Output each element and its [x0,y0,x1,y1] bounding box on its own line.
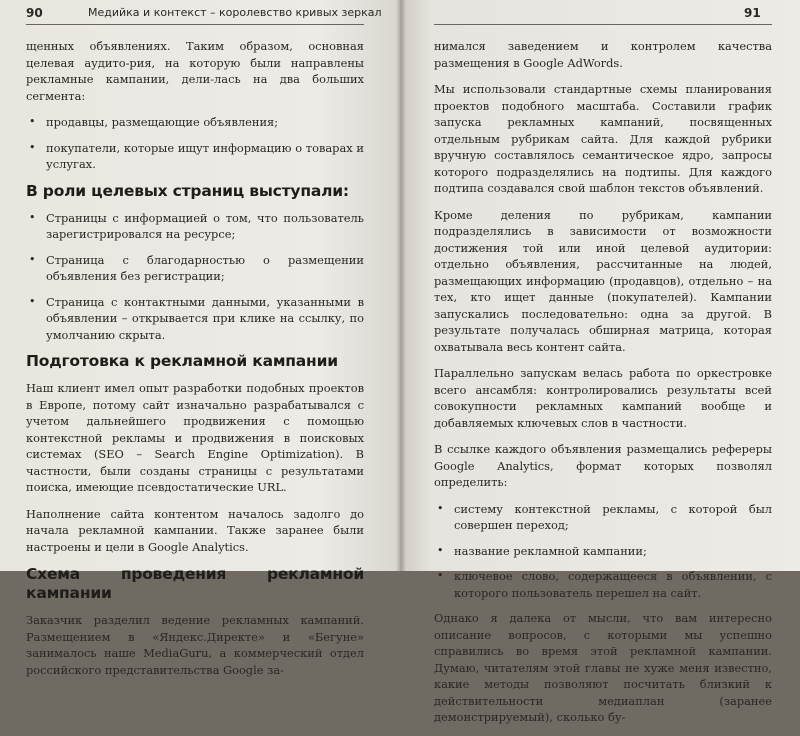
segments-list [26,114,364,173]
bullet-icon: • [437,543,444,557]
landing-list [26,210,364,344]
left-page [0,0,400,677]
list-item: • покупатели, которые ищут информацию о товарах и услугах. [29,140,364,171]
prep-paragraph-2: Наполнение сайта контентом началось задолго до начала рекламной кампании. Также заранее были настроены и цели в Google Analytics. [26,506,364,554]
referrers-list [434,501,772,602]
list-item: • систему контекстной рекламы, с которой был совершен переход; [437,501,772,532]
prep-paragraph-1: Наш клиент имел опыт разработки подобных проектов в Европе, потому сайт изначально разрабатывался с учетом дальнейшего продвижения с помощью контекстной рекламы и продвижения в поисковых системах (SEO – Search Engine Optimization). В частности, были созданы страницы с результатами поиска, имеющие псевдостатические URL. [26,381,364,494]
bullet-icon: • [29,210,36,224]
paragraph-2: Мы использовали стандартные схемы планирования проектов подобного масштаба. Составили график запуска рекламных кампаний, посвященных отдельным рубрикам сайта. Для каждой рубрики вручную составлялось семантическое ядро, запросы которого подразделялись на подтипы. Для каждого подтипа создавался свой шаблон текстов объявлений. [434,82,772,195]
right-page-body [434,38,772,736]
left-page-number: 90 [26,6,43,20]
list-item: • ключевое слово, содержащееся в объявлении, с которого пользователь перешел на сайт. [437,569,772,600]
bullet-icon: • [29,115,36,128]
right-page [400,0,800,724]
header-rule [434,24,772,25]
bullet-icon: • [437,569,444,582]
bullet-icon: • [29,294,36,308]
paragraph-1: нимался заведением и контролем качества размещения в Google AdWords. [434,39,772,70]
paragraph-4: Параллельно запускам велась работа по оркестровке всего ансамбля: контролировались результаты всей совокупности рекламных кампаний вообще и добавляемых ключевых слов в частности. [434,366,772,430]
section-heading-scheme: Схема проведения рекламной кампании [26,565,364,602]
header-rule [26,24,364,25]
list-item: • Страница с контактными данными, указанными в объявлении – открывается при клике на ссылку, по умолчанию скрыта. [29,294,364,342]
bullet-icon: • [29,252,36,266]
bullet-icon: • [29,140,36,154]
intro-paragraph: щенных объявлениях. Таким образом, основная целевая аудито-рия, на которую были направлены рекламные кампании, дели-лась на два больших сегмента: [26,39,364,103]
right-page-number: 91 [744,6,761,20]
section-heading-prep: Подготовка к рекламной кампании [26,352,338,370]
list-item: • название рекламной кампании; [437,543,647,558]
paragraph-5: В ссылке каждого объявления размещались рефереры Google Analytics, формат которых позволял определить: [434,442,772,489]
left-page-body [26,38,364,688]
paragraph-6: Однако я далека от мысли, что вам интересно описание вопросов, с которыми мы успешно справились во время этой рекламной кампании. Думаю, читателям этой главы не хуже меня известно, какие методы позволяют посчитать близкий к действительности медиаплан (заранее демонстрируемый), сколько бу- [434,611,772,724]
section-heading-landing: В роли целевых страниц выступали: [26,181,349,200]
book-gutter [396,0,406,571]
bullet-icon: • [437,501,444,515]
list-item: • Страницы с информацией о том, что пользователь зарегистрировался на ресурсе; [29,210,364,241]
paragraph-3: Кроме деления по рубрикам, кампании подразделялись в зависимости от возможности достижения той или иной целевой аудитории: отдельно объявления, рассчитанные на людей, размещающих информацию (продавцов), отдельно – на тех, кто ищет данные (покупателей). Кампании запускались последовательно: одна за другой. В результате получалась обширная матрица, которая охватывала весь контент сайта. [434,207,772,354]
running-head: Медийка и контекст – королевство кривых зеркал [88,6,382,19]
scheme-paragraph: Заказчик разделил ведение рекламных кампаний. Размещением в «Яндекс.Директе» и «Бегуне» занималось наше MediaGuru, а коммерческий отдел российского представительства Google за- [26,613,364,677]
list-item: • Страница с благодарностью о размещении объявления без регистрации; [29,252,364,283]
list-item: • продавцы, размещающие объявления; [29,115,279,129]
